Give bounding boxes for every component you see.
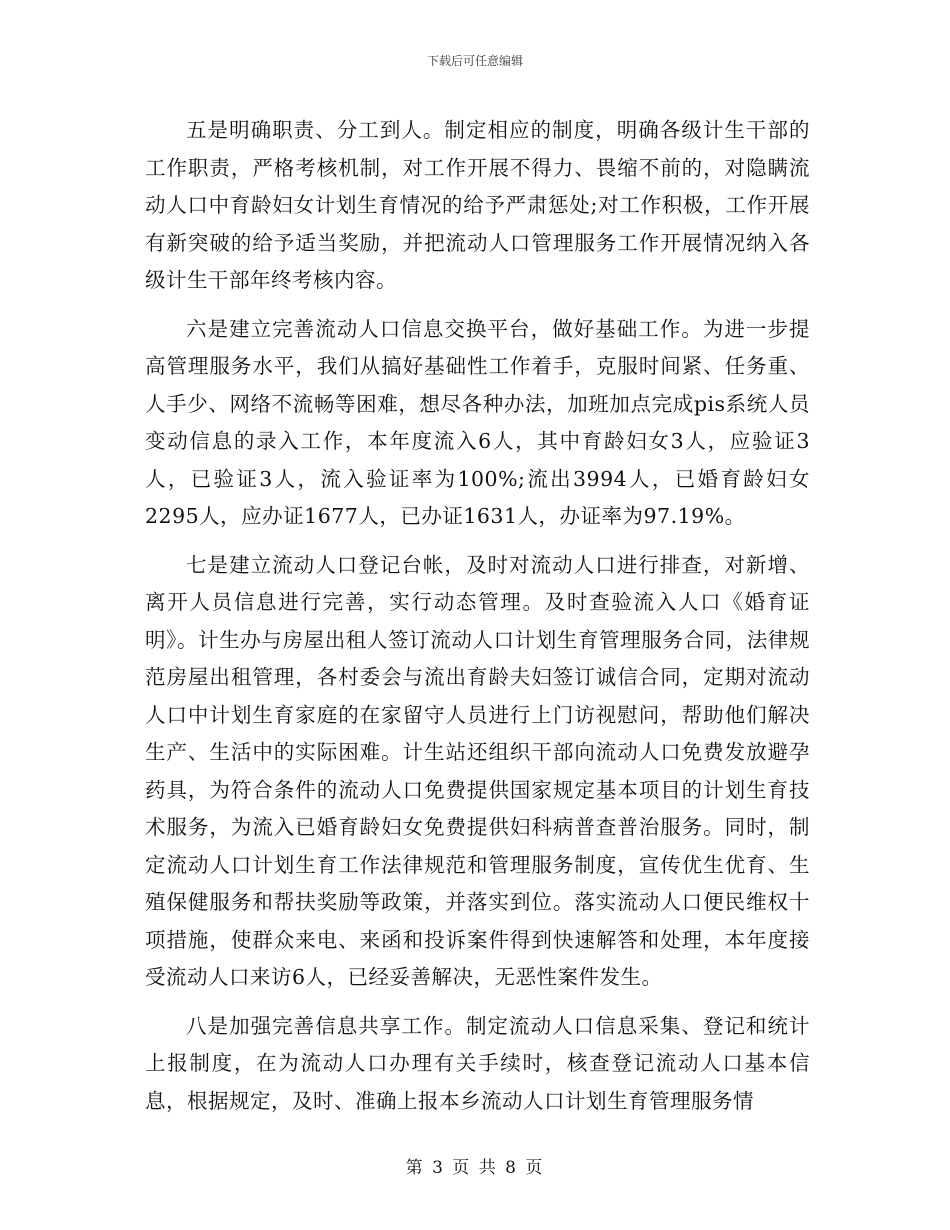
paragraph-registration-ledger: 七是建立流动人口登记台帐，及时对流动人口进行排查，对新增、离开人员信息进行完善，实行动态管理。及时查验流入人口《婚育证明》。计生办与房屋出租人签订流动人口计划生育管理服务合同，法律规范房屋出租管理，各村委会与流出育龄夫妇签订诚信合同，定期对流动人口中计划生育家庭的在家留守人员进行上门访视慰问，帮助他们解决生产、生活中的实际困难。计生站还组织干部向流动人口免费发放避孕药具，为符合条件的流动人口免费提供国家规定基本项目的计划生育技术服务，为流入已婚育龄妇女免费提供妇科病普查普治服务。同时，制定流动人口计划生育工作法律规范和管理服务制度，宣传优生优育、生殖保健服务和帮扶奖励等政策，并落实到位。落实流动人口便民维权十项措施，使群众来电、来函和投诉案件得到快速解答和处理，本年度接受流动人口来访6人，已经妥善解决，无恶性案件发生。	[145, 552, 810, 989]
paragraph-info-platform: 六是建立完善流动人口信息交换平台，做好基础工作。为进一步提高管理服务水平，我们从搞好基础性工作着手，克服时间紧、任务重、人手少、网络不流畅等困难，想尽各种办法，加班加点完成pis系统人员变动信息的录入工作，本年度流入6人，其中育龄妇女3人，应验证3人，已验证3人，流入验证率为100%;流出3994人，已婚育龄妇女2295人，应办证1677人，已办证1631人，办证率为97.19%。	[145, 316, 810, 528]
page-number: 第 3 页 共 8 页	[405, 1158, 545, 1178]
page-header: 下载后可任意编辑	[426, 54, 523, 68]
document-body	[145, 112, 810, 1120]
paragraph-responsibilities: 五是明确职责、分工到人。制定相应的制度，明确各级计生干部的工作职责，严格考核机制，对工作开展不得力、畏缩不前的，对隐瞒流动人口中育龄妇女计划生育情况的给予严肃惩处;对工作积极，工作开展有新突破的给予适当奖励，并把流动人口管理服务工作开展情况纳入各级计生干部年终考核内容。	[145, 118, 810, 292]
paragraph-info-sharing: 八是加强完善信息共享工作。制定流动人口信息采集、登记和统计上报制度，在为流动人口办理有关手续时，核查登记流动人口基本信息，根据规定，及时、准确上报本乡流动人口计划生育管理服务情	[145, 1013, 810, 1113]
